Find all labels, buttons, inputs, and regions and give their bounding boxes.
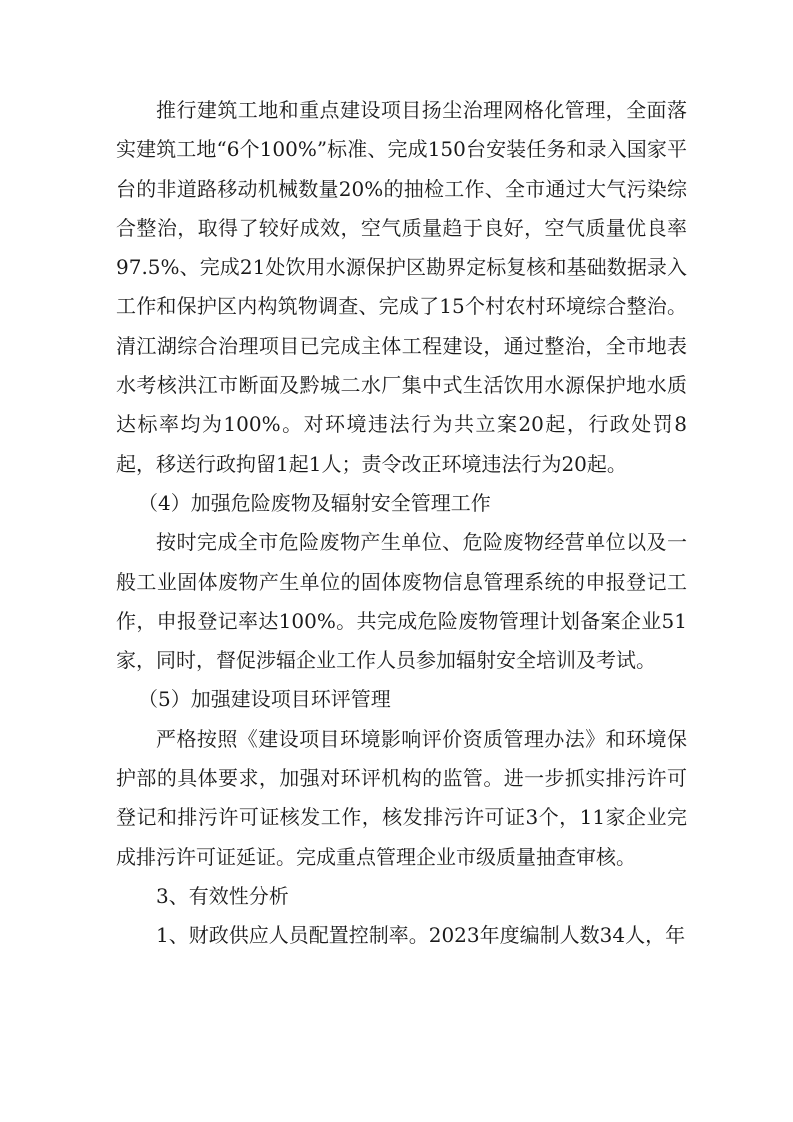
section-heading-eia-management: （5）加强建设项目环评管理: [138, 687, 391, 712]
section-heading-hazardous-waste: （4）加强危险废物及辐射安全管理工作: [138, 490, 491, 515]
paragraph-staffing-rate: 1、财政供应人员配置控制率。2023年度编制人数34人，年: [156, 923, 686, 948]
paragraph-hazardous-waste: 按时完成全市危险废物产生单位、危险废物经营单位以及一般工业固体废物产生单位的固体废物信息管理系统的申报登记工作，申报登记率达100%。共完成危险废物管理计划备案企业51家，同时，督促涉辐企业工作人员参加辐射安全培训及考试。: [116, 530, 687, 673]
document-body: [116, 91, 687, 956]
paragraph-dust-control: 推行建筑工地和重点建设项目扬尘治理网格化管理，全面落实建筑工地“6个100%”标准、完成150台安装任务和录入国家平台的非道路移动机械数量20%的抽检工作、全市通过大气污染综合整治，取得了较好成效，空气质量趋于良好，空气质量优良率97.5%、完成21处饮用水源保护区勘界定标复核和基础数据录入工作和保护区内构筑物调查、完成了15个村农村环境综合整治。清江湖综合治理项目已完成主体工程建设，通过整治，全市地表水考核洪江市断面及黔城二水厂集中式生活饮用水源保护地水质达标率均为100%。对环境违法行为共立案20起，行政处罚8起，移送行政拘留1起1人；责令改正环境违法行为20起。: [116, 98, 687, 476]
section-heading-effectiveness: 3、有效性分析: [156, 883, 289, 908]
paragraph-eia-management: 严格按照《建设项目环境影响评价资质管理办法》和环境保护部的具体要求，加强对环评机构的监管。进一步抓实排污许可登记和排污许可证核发工作，核发排污许可证3个，11家企业完成排污许可证延证。完成重点管理企业市级质量抽查审核。: [116, 726, 687, 869]
